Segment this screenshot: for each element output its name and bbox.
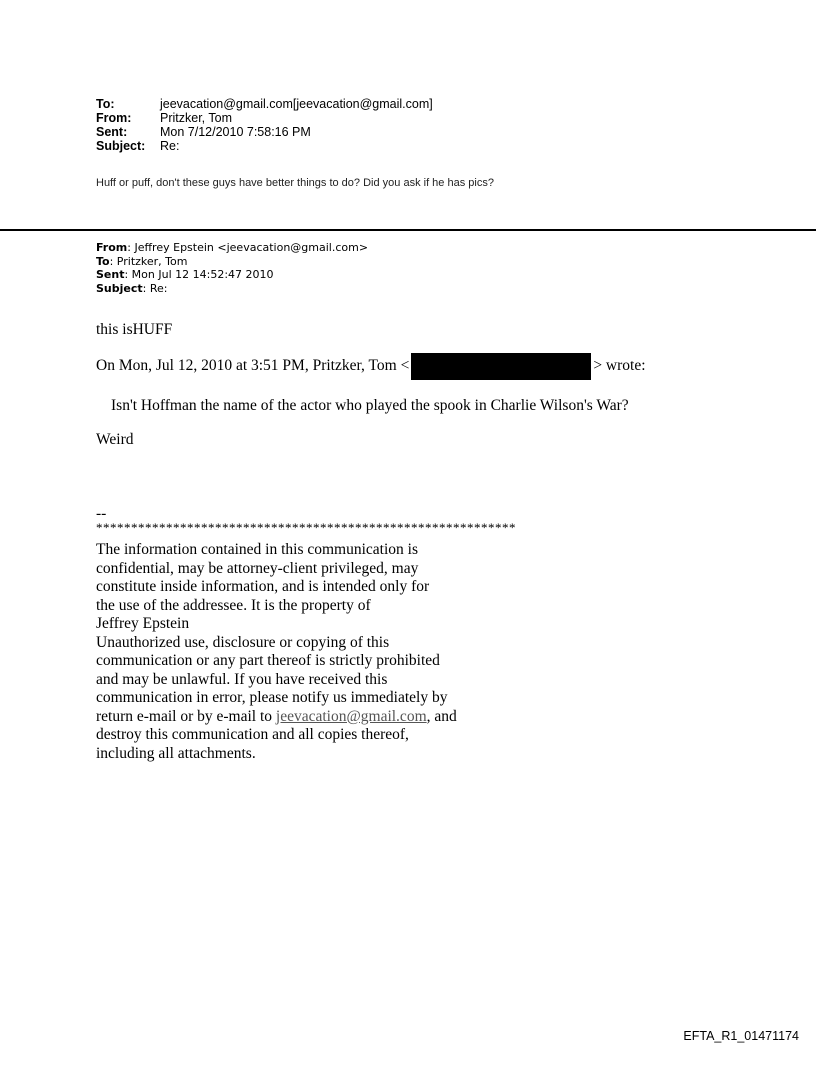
document-id-footer: EFTA_R1_01471174 bbox=[683, 1029, 799, 1043]
fwd-subject-label: Subject bbox=[96, 281, 143, 295]
fwd-sent-row bbox=[96, 268, 368, 282]
disclaimer-line: communication or any part thereof is strictly prohibited bbox=[96, 652, 440, 669]
fwd-to-label: To bbox=[96, 254, 110, 268]
sent-label: Sent: bbox=[96, 125, 128, 139]
to-value: jeevacation@gmail.com[jeevacation@gmail.com] bbox=[160, 97, 433, 111]
fwd-to-value: : Pritzker, Tom bbox=[109, 254, 188, 268]
disclaimer-line: the use of the addressee. It is the property of bbox=[96, 596, 371, 614]
fwd-to-row bbox=[96, 255, 368, 269]
email-header bbox=[96, 97, 433, 153]
fwd-from-row bbox=[96, 241, 368, 255]
disclaimer-line: Unauthorized use, disclosure or copying of this bbox=[96, 633, 390, 651]
email-link[interactable]: jeevacation@gmail.com bbox=[275, 707, 427, 725]
fwd-sent-label: Sent bbox=[96, 268, 125, 281]
disclaimer-line: destroy this communication and all copies thereof, bbox=[96, 726, 409, 743]
fwd-sent-value: : Mon Jul 12 14:52:47 2010 bbox=[124, 268, 274, 281]
disclaimer-line: communication in error, please notify us immediately by bbox=[96, 689, 448, 706]
quote-intro-before: On Mon, Jul 12, 2010 at 3:51 PM, Pritzker, Tom < bbox=[96, 357, 410, 374]
sent-row bbox=[96, 125, 433, 139]
signature-dashes: -- bbox=[96, 505, 107, 522]
fwd-from-label: From bbox=[96, 241, 128, 254]
reply-text: this isHUFF bbox=[96, 321, 173, 338]
disclaimer-line: confidential, may be attorney-client privileged, may bbox=[96, 559, 419, 577]
disclaimer-line: and may be unlawful. If you have received this bbox=[96, 670, 388, 688]
weird-text: Weird bbox=[96, 431, 134, 448]
disclaimer-line: including all attachments. bbox=[96, 744, 256, 762]
top-message-body: Huff or puff, don't these guys have better things to do? Did you ask if he has pics? bbox=[96, 177, 494, 189]
from-value: Pritzker, Tom bbox=[160, 111, 233, 125]
disclaimer-line-with-link bbox=[96, 708, 457, 727]
horizontal-divider bbox=[0, 229, 816, 231]
signature-stars: ************************************************************ bbox=[96, 520, 516, 535]
fwd-from-value: : Jeffrey Epstein <jeevacation@gmail.com> bbox=[127, 241, 369, 254]
quoted-line: Isn't Hoffman the name of the actor who played the spook in Charlie Wilson's War? bbox=[111, 397, 629, 414]
forwarded-header bbox=[96, 241, 368, 295]
from-row bbox=[96, 111, 433, 125]
from-label: From: bbox=[96, 111, 132, 125]
redaction-box bbox=[411, 353, 591, 380]
disclaimer-line: constitute inside information, and is intended only for bbox=[96, 578, 430, 595]
disclaimer bbox=[96, 541, 457, 763]
disclaimer-link-after: , and bbox=[426, 707, 457, 725]
subject-label: Subject: bbox=[96, 139, 146, 153]
fwd-subject-row bbox=[96, 282, 368, 296]
disclaimer-link-before: return e-mail or by e-mail to bbox=[96, 707, 276, 725]
subject-value: Re: bbox=[160, 139, 180, 153]
to-row bbox=[96, 97, 433, 111]
sent-value: Mon 7/12/2010 7:58:16 PM bbox=[160, 125, 311, 139]
quote-intro bbox=[96, 352, 646, 380]
fwd-subject-value: : Re: bbox=[142, 281, 168, 295]
quote-intro-after: > wrote: bbox=[593, 357, 646, 374]
subject-row bbox=[96, 139, 433, 153]
to-label: To: bbox=[96, 97, 115, 111]
disclaimer-line: The information contained in this communication is bbox=[96, 541, 418, 558]
disclaimer-line: Jeffrey Epstein bbox=[96, 615, 190, 632]
